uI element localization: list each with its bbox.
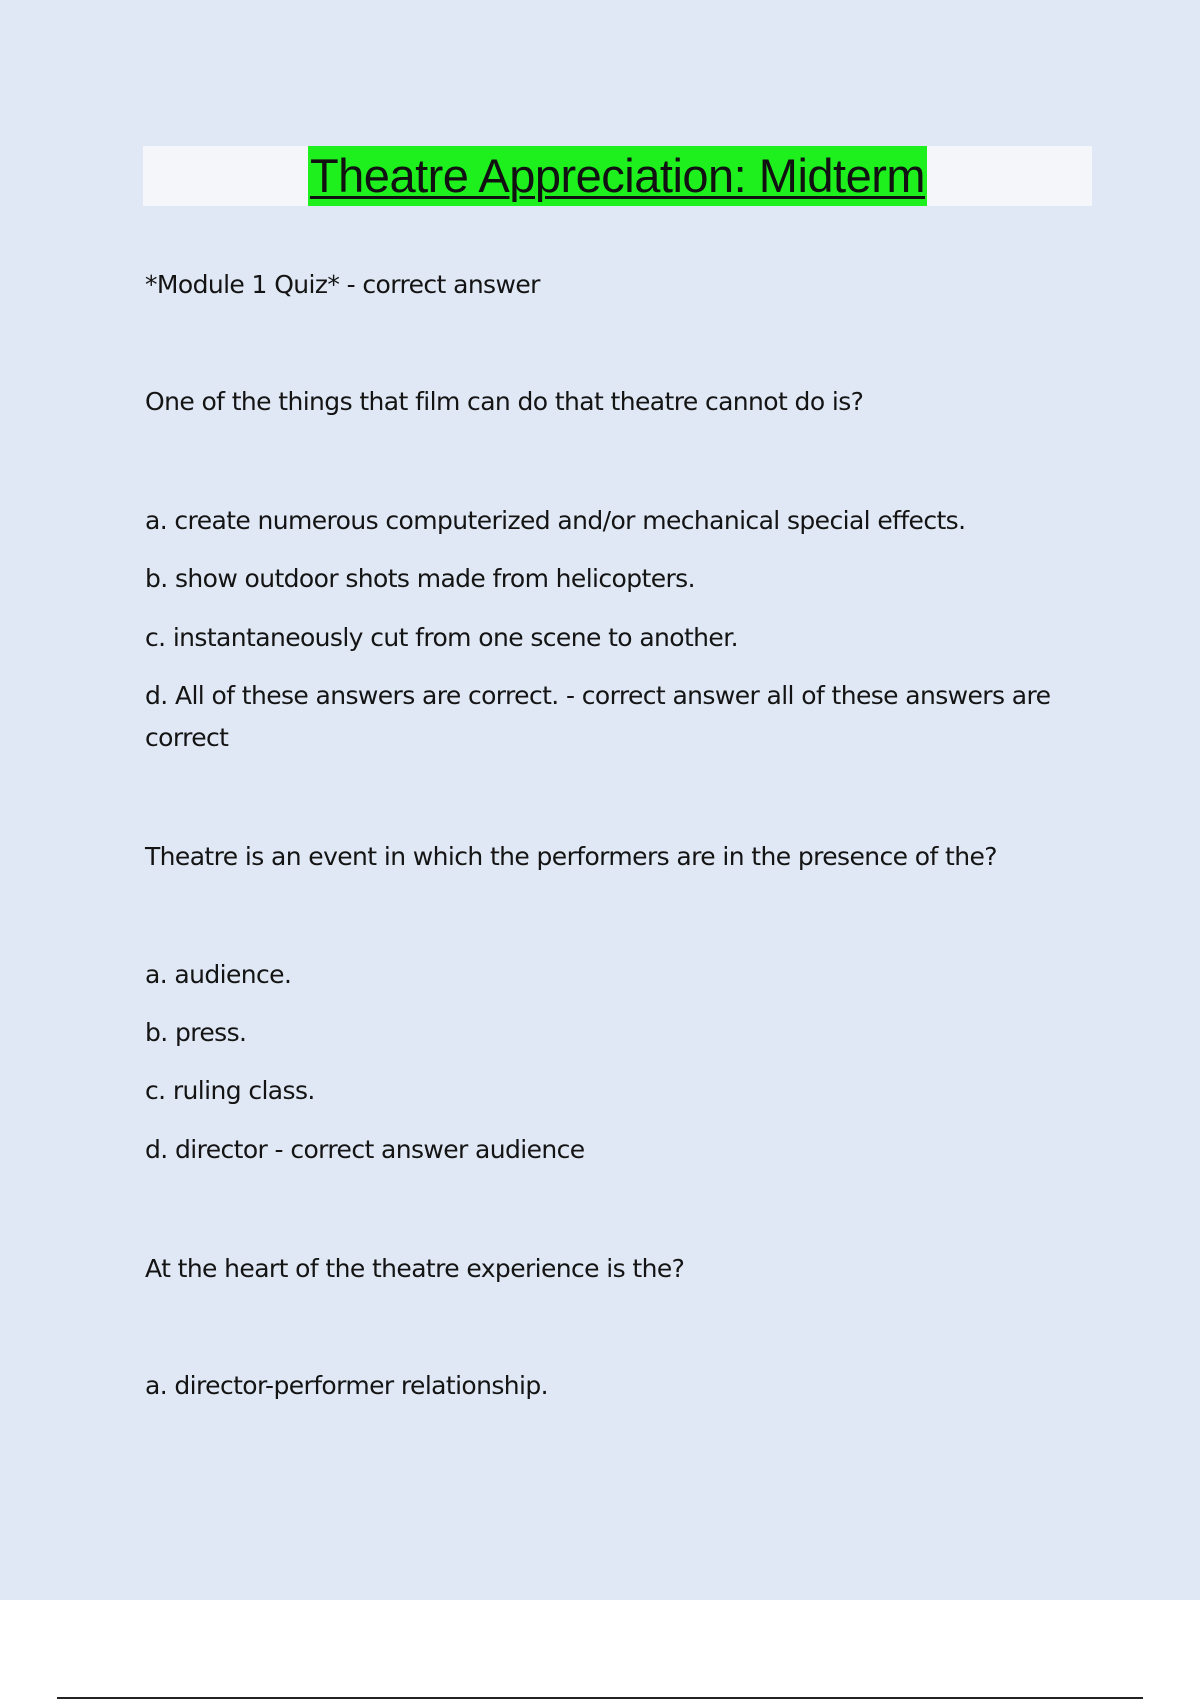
answer-option: c. instantaneously cut from one scene to another. (145, 623, 738, 652)
question-prompt: Theatre is an event in which the performers are in the presence of the? (145, 842, 997, 871)
document-title: Theatre Appreciation: Midterm (308, 146, 927, 206)
answer-option: d. director - correct answer audience (145, 1135, 585, 1164)
footer-divider (57, 1697, 1143, 1699)
title-bar (143, 146, 1092, 206)
answer-option: a. audience. (145, 960, 292, 989)
answer-option: d. All of these answers are correct. - correct answer all of these answers are correct (145, 681, 1051, 752)
answer-option: b. press. (145, 1018, 247, 1047)
answer-option: c. ruling class. (145, 1076, 315, 1105)
answer-option: a. director-performer relationship. (145, 1371, 548, 1400)
question-prompt: One of the things that film can do that theatre cannot do is? (145, 387, 864, 416)
question-prompt: At the heart of the theatre experience is the? (145, 1254, 685, 1283)
answer-option: b. show outdoor shots made from helicopters. (145, 564, 695, 593)
module-heading: *Module 1 Quiz* - correct answer (145, 270, 540, 299)
answer-option: a. create numerous computerized and/or mechanical special effects. (145, 506, 966, 535)
